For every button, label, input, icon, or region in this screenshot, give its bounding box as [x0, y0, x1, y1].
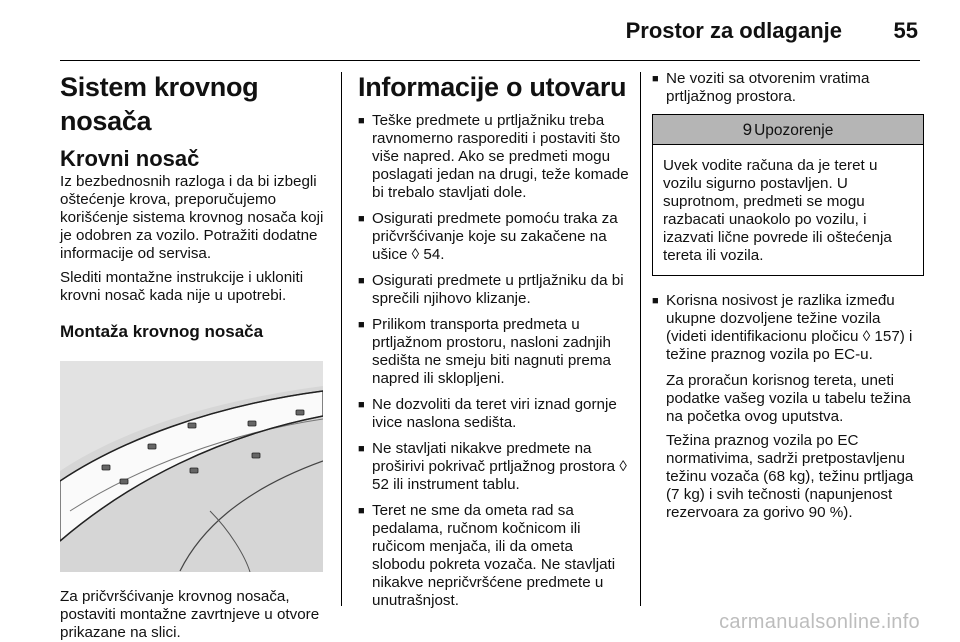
payload-calculation-paragraph: Za proračun korisnog tereta, uneti podatke vašeg vozila u tabelu težina na početka ovog uputstva. [666, 372, 911, 425]
warning-header [653, 115, 923, 145]
figure-caption: Za pričvršćivanje krovnog nosača, postaviti montažne zavrtnjeve u otvore prikazane na slici. [60, 588, 320, 641]
page-header-title: Prostor za odlaganje [625, 18, 842, 43]
list-item: ■ Teret ne sme da ometa rad sa pedalama, ručnom kočnicom ili ručicom menjača, ili da ometa slobodu pokreta vozača. Ne stavljati nikakve nepričvršćene predmete u unutrašnjost. [358, 502, 630, 610]
section-heading-roof-rack: Sistem krovnog nosača [60, 72, 259, 136]
list-item: ■ Teške predmete u prtljažniku treba ravnomerno rasporediti i postaviti što više napred. Ako se predmeti mogu poslagati jedan na drugi, teže komade bi trebalo stavljati dole. [358, 112, 630, 202]
warning-title: Upozorenje [754, 122, 834, 139]
empty-weight-paragraph: Težina praznog vozila po EC normativima, sadrži pretpostavljenu težinu vozača (68 kg), težinu prtljaga (7 kg) i svih tečnosti (napunjenost rezervoara za gorivo 90 %). [666, 432, 914, 521]
list-item: ■ Ne voziti sa otvorenim vratima prtljažnog prostora. [652, 70, 924, 106]
paragraph-instructions: Slediti montažne instrukcije i ukloniti krovni nosač kada nije u upotrebi. [60, 269, 304, 304]
subheading-roof-rack: Krovni nosač [60, 146, 200, 171]
list-item: ■ Osigurati predmete pomoću traka za pričvršćivanje koje su zakačene na ušice ◊ 54. [358, 210, 630, 264]
page-number: 55 [893, 18, 918, 43]
column-3 [652, 70, 924, 528]
roof-rack-mounting-illustration [60, 361, 323, 572]
column-divider-1 [341, 72, 342, 606]
section-heading-loading: Informacije o utovaru [358, 72, 627, 102]
list-item: ■ Ne stavljati nikakve predmete na proširivi pokrivač prtljažnog prostora ◊ 52 ili instrument tablu. [358, 440, 630, 494]
list-item: ■ Korisna nosivost je razlika između ukupne dozvoljene težine vozila (videti identifikacionu pločicu ◊ 157) i težine praznog vozila po EC-u. [652, 292, 924, 364]
column-divider-2 [640, 72, 641, 606]
loading-bullet-list [358, 112, 630, 610]
paragraph-safety: Iz bezbednosnih razloga i da bi izbegli oštećenje krova, preporučujemo korišćenje sistema krovnog nosača koji je odobren za vozilo. Potražiti dodatne informacije od servisa. [60, 173, 324, 262]
column-2 [358, 70, 630, 618]
bullet-list-payload [652, 292, 924, 364]
warning-triangle-icon: 9 [742, 120, 753, 139]
subheading-mounting: Montaža krovnog nosača [60, 322, 264, 341]
column-1 [60, 70, 332, 642]
bullet-list-top [652, 70, 924, 106]
list-item: ■ Prilikom transporta predmeta u prtljažnom prostoru, nasloni zadnjih sedišta ne smeju biti nagnuti prema napred ili sklopljeni. [358, 316, 630, 388]
warning-box [652, 114, 924, 276]
list-item: ■ Ne dozvoliti da teret viri iznad gornje ivice naslona sedišta. [358, 396, 630, 432]
warning-text: Uvek vodite računa da je teret u vozilu sigurno postavljen. U suprotnom, predmeti se mogu razbacati unaokolo po vozilu, i izazvati lične povrede ili oštećenja tereta ili vozila. [663, 157, 892, 264]
header-divider [60, 60, 920, 61]
watermark: carmanualsonline.info [719, 611, 920, 633]
list-item: ■ Osigurati predmete u prtljažniku da bi sprečili njihovo klizanje. [358, 272, 630, 308]
